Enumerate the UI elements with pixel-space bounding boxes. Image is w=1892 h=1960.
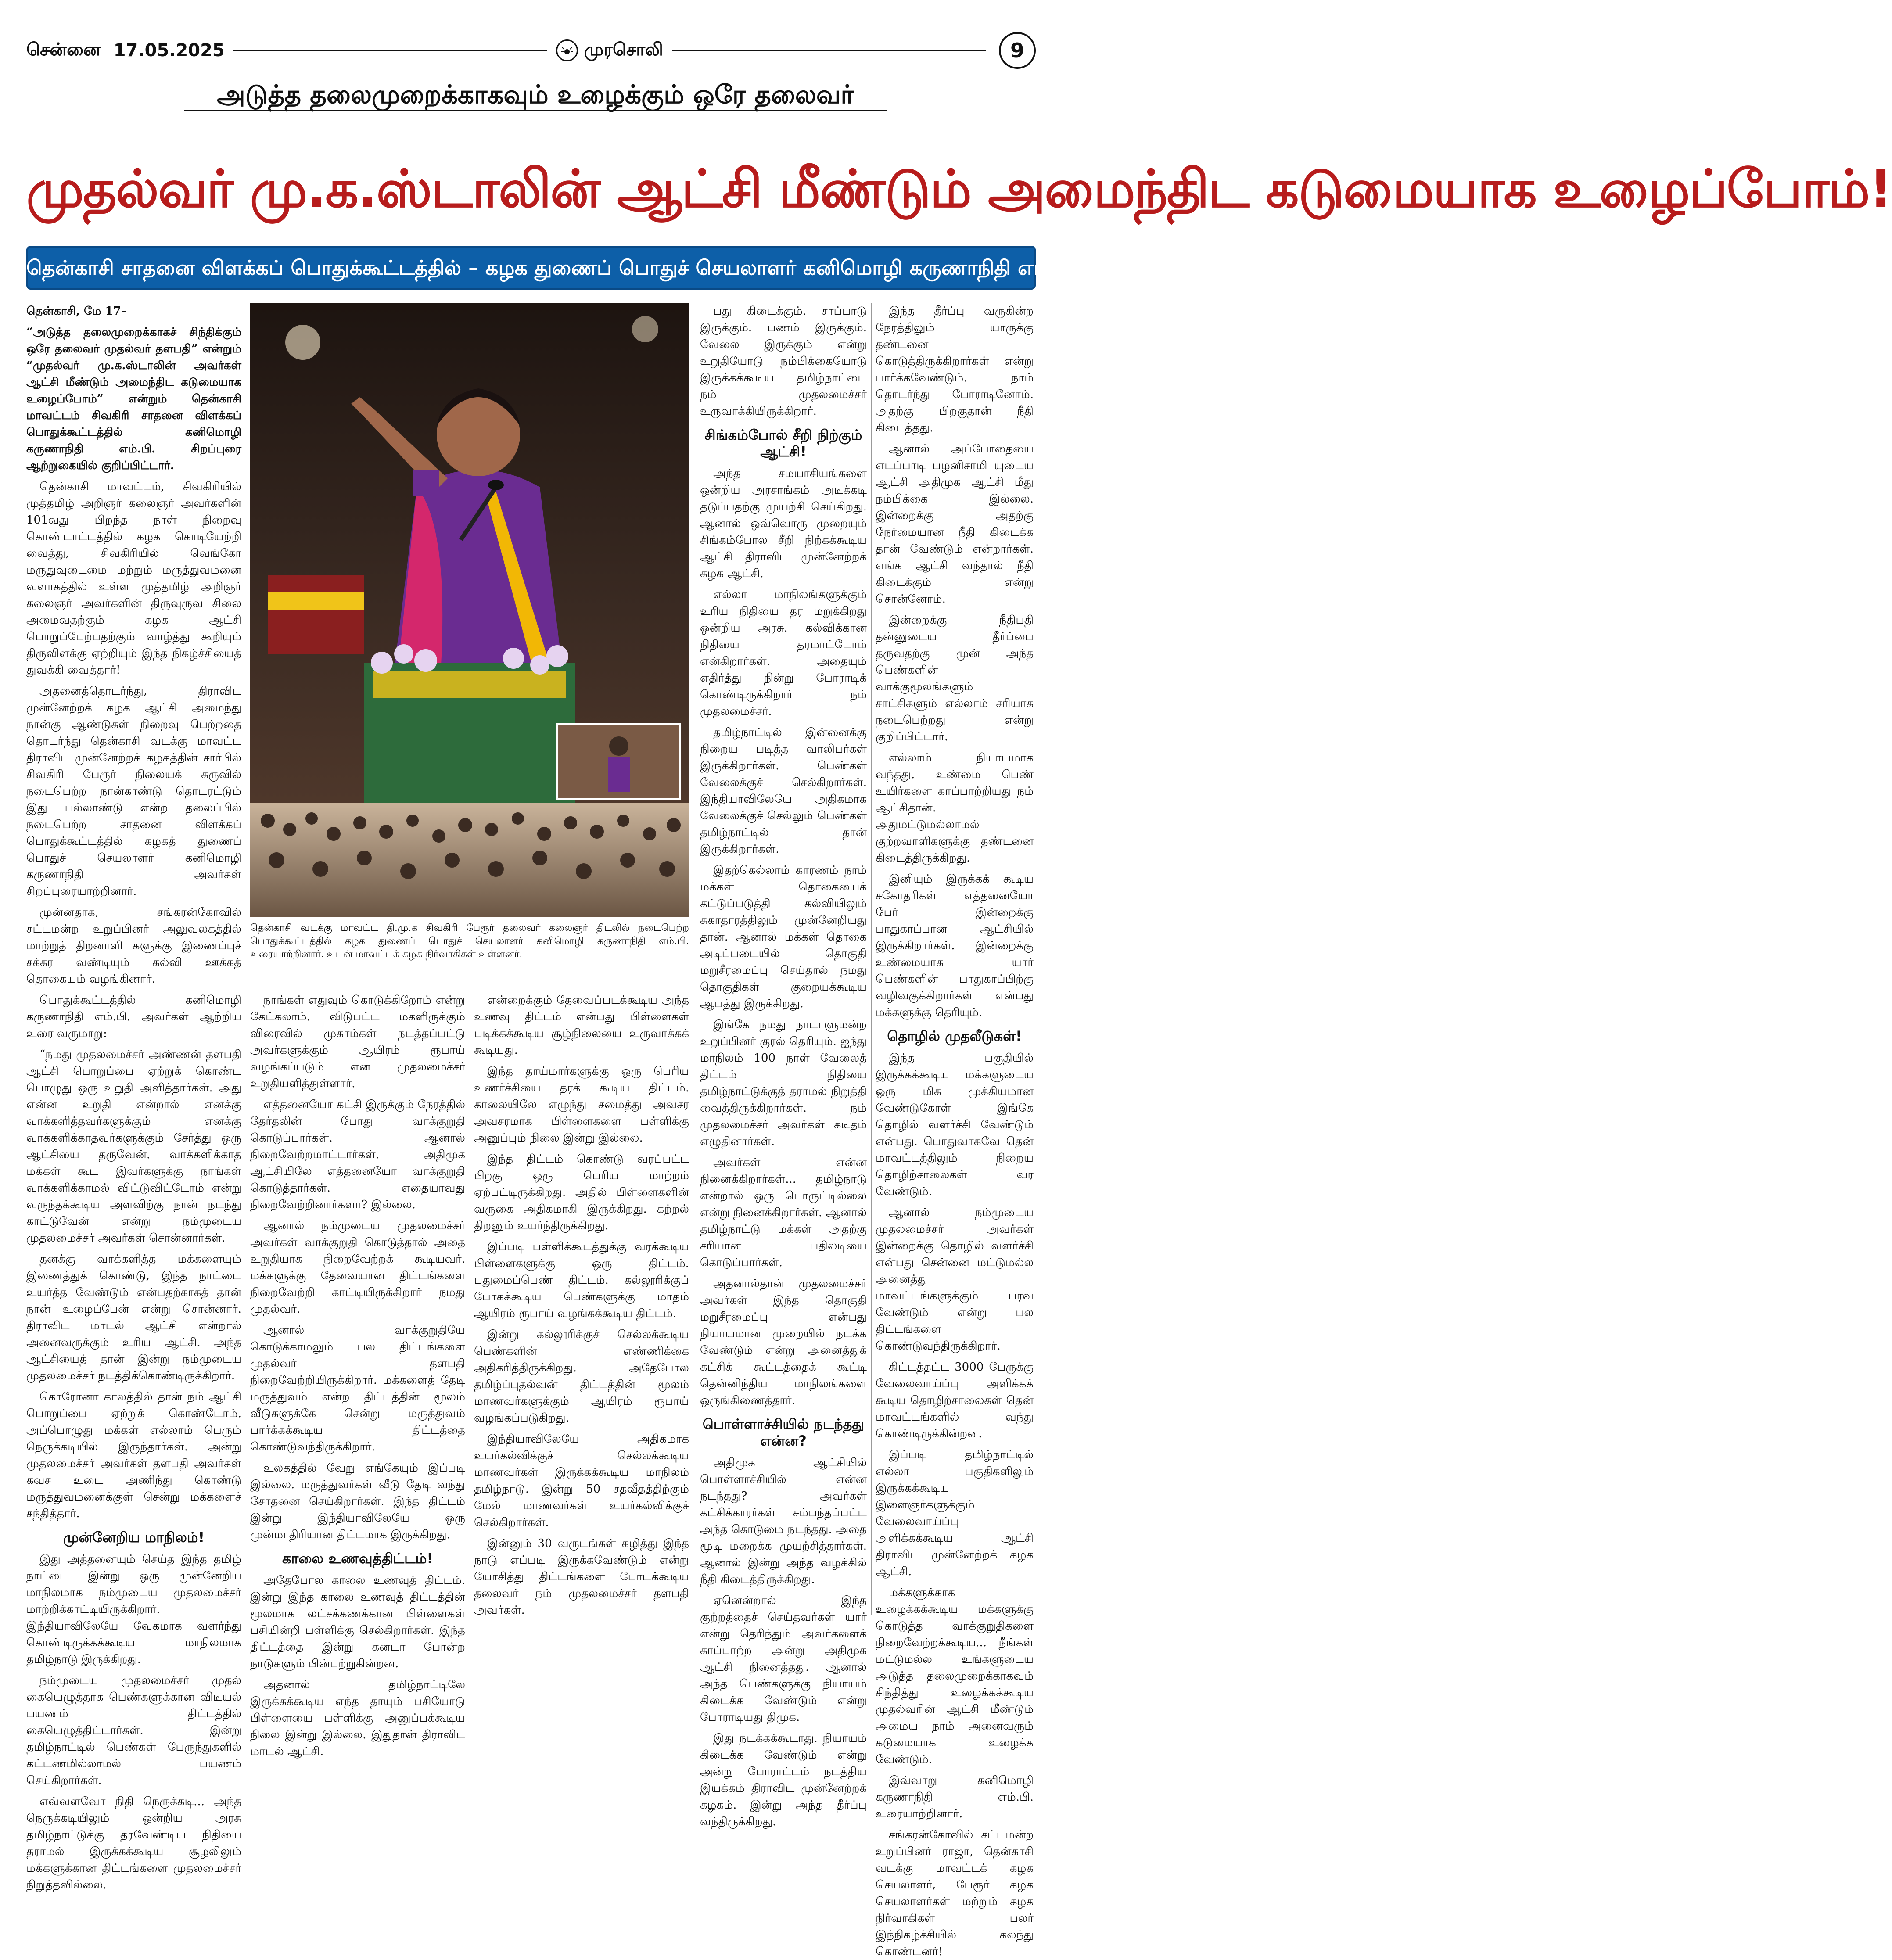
article-column-3	[474, 992, 689, 1615]
issue-date: 17.05.2025	[113, 40, 225, 61]
paragraph: ஆனால் வாக்குறுதியே கொடுக்காமலும் பல திட்டங்களை முதல்வர் தளபதி நிறைவேற்றியிருக்கிறார். மக்களைத் தேடி மருத்துவம் என்ற திட்டத்தின் மூலம் வீடுகளுக்கே சென்று மருத்துவம் பார்க்கக்கூடிய திட்டத்தை கொண்டுவந்திருக்கிறார்.	[250, 1324, 465, 1454]
paragraph: எத்தனையோ கட்சி இருக்கும் நேரத்தில் தேர்தலின் போது வாக்குறுதி கொடுப்பார்கள். ஆனால் நிறைவேற்றமாட்டார்கள். அதிமுக ஆட்சியிலே எத்தனையோ வாக்குறுதி கொடுத்தார்கள். எதையாவது நிறைவேற்றினார்களா? இல்லை.	[250, 1098, 465, 1211]
main-headline: முதல்வர் மு.க.ஸ்டாலின் ஆட்சி மீண்டும் அமைந்திட கடுமையாக உழைப்போம்!	[26, 158, 1892, 219]
paragraph: ஆனால் நம்முடைய முதலமைச்சர் அவர்கள் இன்றைக்கு தொழில் வளர்ச்சி என்பது சென்னை மட்டுமல்ல அனைத்து மாவட்டங்களுக்கும் பரவ வேண்டும் என்று பல திட்டங்களை கொண்டுவந்திருக்கிறார்.	[876, 1206, 1034, 1353]
section-subhead: சிங்கம்போல் சீறி நிற்கும் ஆட்சி!	[704, 427, 862, 460]
article-column-2	[250, 992, 465, 1758]
page-number: 9	[999, 32, 1036, 69]
paragraph: ஆனால் அப்போதையை எடப்பாடி பழனிசாமி யுடைய ஆட்சி அதிமுக ஆட்சி மீது நம்பிக்கை இல்லை. இன்றைக்கு அதற்கு நேர்மையான நீதி கிடைக்க தான் வேண்டும் என்றார்கள். எங்க ஆட்சி வந்தால் நீதி கிடைக்கும் என்று சொன்னோம்.	[876, 442, 1034, 606]
paragraph: ஏனென்றால் இந்த குற்றத்தைச் செய்தவர்கள் யார் என்று தெரிந்தும் அவர்களைக் காப்பாற்ற அன்று அதிமுக ஆட்சி நினைத்தது. ஆனால் அந்த பெண்களுக்கு நியாயம் கிடைக்க வேண்டும் என்று போராடியது திமுக.	[700, 1594, 867, 1724]
paragraph: இப்படி பள்ளிக்கூடத்துக்கு வரக்கூடிய பிள்ளைகளுக்கு ஒரு திட்டம். புதுமைப்பெண் திட்டம். கல்லூரிக்குப் போகக்கூடிய பெண்களுக்கு மாதம் ஆயிரம் ரூபாய் வழங்கக்கூடிய திட்டம்.	[474, 1240, 689, 1320]
paragraph: பொதுக்கூட்டத்தில் கனிமொழி கருணாநிதி எம்.பி. அவர்கள் ஆற்றிய உரை வருமாறு:	[26, 994, 241, 1040]
paragraph: எல்லாம் நியாயமாக வந்தது. உண்மை பெண் உயிர்களை காப்பாற்றியது நம் ஆட்சிதான். அதுமட்டுமல்லாமல் குற்றவாளிகளுக்கு தண்டனை கிடைத்திருக்கிறது.	[876, 751, 1034, 865]
lead-paragraph: “அடுத்த தலைமுறைக்காகச் சிந்திக்கும் ஒரே தலைவர் முதல்வர் தளபதி” என்றும் “முதல்வர் மு.க.ஸ்டாலின் அவர்கள் ஆட்சி மீண்டும் அமைந்திட கடுமையாக உழைப்போம்” என்றும் தென்காசி மாவட்டம் சிவகிரி சாதனை விளக்கப் பொதுக்கூட்டத்தில் கனிமொழி கருணாநிதி எம்.பி. சிறப்புரை ஆற்றுகையில் குறிப்பிட்டார்.	[26, 326, 241, 472]
section-subhead: தொழில் முதலீடுகள்!	[887, 1028, 1022, 1045]
paragraph: இன்னும் 30 வருடங்கள் கழித்து இந்த நாடு எப்படி இருக்கவேண்டும் என்று யோசித்து திட்டங்களை போடக்கூடிய தலைவர் நம் முதலமைச்சர் தளபதி அவர்கள்.	[474, 1537, 689, 1617]
paragraph: தென்காசி மாவட்டம், சிவகிரியில் முத்தமிழ் அறிஞர் கலைஞர் அவர்களின் 101வது பிறந்த நாள் நிறைவு கொண்டாட்டத்தில் கழக கொடியேற்றி வைத்து, சிவகிரியில் வெங்கோ மருதுவுடைமை மற்றும் மருத்துவமனை வளாகத்தில் உள்ள முத்தமிழ் அறிஞர் கலைஞர் அவர்களின் திருவுருவ சிலை அமைவதற்கும் கழக ஆட்சி பொறுப்பேற்பதற்கும் வாழ்த்து கூறியும் திருவிளக்கு ஏற்றியும் இந்த நிகழ்ச்சியைத் துவக்கி வைத்தார்!	[26, 480, 241, 677]
column-divider	[871, 303, 872, 1615]
paragraph: எல்லா மாநிலங்களுக்கும் உரிய நிதியை தர மறுக்கிறது ஒன்றிய அரசு. கல்விக்கான நிதியை தரமாட்டோம் என்கிறார்கள். அதையும் எதிர்த்து நின்று போராடிக் கொண்டிருக்கிறார் நம் முதலமைச்சர்.	[700, 588, 867, 718]
section-subhead: முன்னேறிய மாநிலம்!	[63, 1529, 205, 1546]
paragraph: இப்படி தமிழ்நாட்டில் எல்லா பகுதிகளிலும் இருக்கக்கூடிய இளைஞர்களுக்கும் வேலைவாய்ப்பு அளிக்கக்கூடிய ஆட்சி திராவிட முன்னேற்றக் கழக ஆட்சி.	[876, 1448, 1034, 1578]
paragraph: அதனால் தமிழ்நாட்டிலே இருக்கக்கூடிய எந்த தாயும் பசியோடு பிள்ளையை பள்ளிக்கு அனுப்பக்கூடிய நிலை இன்று இல்லை. இதுதான் திராவிட மாடல் ஆட்சி.	[250, 1678, 465, 1758]
section-subhead: காலை உணவுத்திட்டம்!	[282, 1550, 433, 1567]
paragraph: இந்த திட்டம் கொண்டு வரப்பட்ட பிறகு ஒரு பெரிய மாற்றம் ஏற்பட்டிருக்கிறது. அதில் பிள்ளைகளின் வருகை அதிகமாகி இருக்கிறது. கற்றல் திறனும் உயர்ந்திருக்கிறது.	[474, 1152, 689, 1232]
paragraph: இதற்கெல்லாம் காரணம் நாம் மக்கள் தொகையைக் கட்டுப்படுத்தி கல்வியிலும் சுகாதாரத்திலும் முன்னேறியது தான். ஆனால் மக்கள் தொகை அடிப்படையில் தொகுதி மறுசீரமைப்பு செய்தால் நமது தொகுதிகள் குறையக்கூடிய ஆபத்து இருக்கிறது.	[700, 864, 867, 1010]
article-column-1	[26, 303, 241, 1892]
section-subhead: பொள்ளாச்சியில் நடந்தது என்ன?	[702, 1416, 865, 1449]
dateline: தென்காசி, மே 17–	[26, 305, 127, 318]
article-column-4	[700, 303, 867, 1828]
paragraph: இந்தியாவிலேயே அதிகமாக உயர்கல்விக்குச் செல்லக்கூடிய மாணவர்கள் இருக்கக்கூடிய மாநிலம் தமிழ்நாடு. இன்று 50 சதவீதத்திற்கும் மேல் மாணவர்கள் உயர்கல்விக்குச் செல்கிறார்கள்.	[474, 1432, 689, 1529]
paragraph: “நமது முதலமைச்சர் அண்ணன் தளபதி ஆட்சி பொறுப்பை ஏற்றுக் கொண்ட பொழுது ஒரு உறுதி அளித்தார்கள். அது என்ன உறுதி என்றால் எனக்கு வாக்களித்தவர்களுக்கும் எனக்கு வாக்களிக்காதவர்களுக்கும் சேர்த்து ஒரு ஆட்சியை தருவேன். வாக்களிக்காத மக்கள் கூட இவர்களுக்கு நாங்கள் வாக்களிக்காமல் விட்டுவிட்டோம் என்று வருந்தக்கூடிய அளவிற்கு நான் நடந்து காட்டுவேன் என்று நம்முடைய முதலமைச்சர் அவர்கள் சொன்னார்கள்.	[26, 1048, 241, 1245]
paragraph: அவர்கள் என்ன நினைக்கிறார்கள்... தமிழ்நாடு என்றால் ஒரு பொருட்டில்லை என்று நினைக்கிறார்கள். ஆனால் தமிழ்நாட்டு மக்கள் அதற்கு சரியான பதிலடியை கொடுப்பார்கள்.	[700, 1156, 867, 1269]
paragraph: என்றைக்கும் தேவைப்படக்கூடிய அந்த உணவு திட்டம் என்பது பிள்ளைகள் படிக்கக்கூடிய சூழ்நிலையை உருவாக்கக் கூடியது.	[474, 994, 689, 1057]
masthead-rule-left	[233, 50, 547, 51]
masthead	[26, 31, 1036, 70]
article-column-5	[876, 303, 1034, 1958]
paragraph: தமிழ்நாட்டில் இன்னைக்கு நிறைய படித்த வாலிபர்கள் இருக்கிறார்கள். பெண்கள் வேலைக்குச் செல்கிறார்கள். இந்தியாவிலேயே அதிகமாக வேலைக்குச் செல்லும் பெண்கள் தமிழ்நாட்டில் தான் இருக்கிறார்கள்.	[700, 726, 867, 856]
paragraph: பது கிடைக்கும். சாப்பாடு இருக்கும். பணம் இருக்கும். வேலை இருக்கும் என்று உறுதியோடு நம்பிக்கையோடு இருக்கக்கூடிய தமிழ்நாட்டை நம் முதலமைச்சர் உருவாக்கியிருக்கிறார்.	[700, 305, 867, 418]
city-name: சென்னை	[26, 39, 101, 60]
photo-caption: தென்காசி வடக்கு மாவட்ட தி.மு.க சிவகிரி பேரூர் தலைவர் கலைஞர் திடலில் நடைபெற்ற பொதுக்கூட்டத்தில் கழக துணைப் பொதுச் செயலாளர் கனிமொழி கருணாநிதி எம்.பி. உரையாற்றினார். உடன் மாவட்டக் கழக நிர்வாகிகள் உள்ளனர்.	[250, 923, 689, 960]
paragraph: இன்று கல்லூரிக்குச் செல்லக்கூடிய பெண்களின் எண்ணிக்கை அதிகரித்திருக்கிறது. அதேபோல தமிழ்ப்புதல்வன் திட்டத்தின் மூலம் மாணவர்களுக்கும் ஆயிரம் ரூபாய் வழங்கப்படுகிறது.	[474, 1328, 689, 1425]
masthead-rule-right	[672, 50, 986, 51]
paragraph: நாங்கள் எதுவும் கொடுக்கிறோம் என்று கேட்கலாம். விடுபட்ட மகளிருக்கும் விரைவில் முகாம்கள் நடத்தப்பட்டு அவர்களுக்கும் ஆயிரம் ரூபாய் வழங்கப்படும் என முதலமைச்சர் உறுதியளித்துள்ளார்.	[250, 994, 465, 1090]
paragraph: இந்த பகுதியில் இருக்கக்கூடிய மக்களுடைய ஒரு மிக முக்கியமான வேண்டுகோள் இங்கே தொழில் வளர்ச்சி வேண்டும் என்பது. பொதுவாகவே தென் மாவட்டத்திலும் நிறைய தொழிற்சாலைகள் வர வேண்டும்.	[876, 1052, 1034, 1198]
paragraph: இந்த தீர்ப்பு வருகின்ற நேரத்திலும் யாருக்கு தண்டனை கொடுத்திருக்கிறார்கள் என்று பார்க்கவேண்டும். நாம் தொடர்ந்து போராடினோம். அதற்கு பிறகுதான் நீதி கிடைத்தது.	[876, 305, 1034, 434]
paragraph: இங்கே நமது நாடாளுமன்ற உறுப்பினர் குரல் தெரியும். ஐந்து மாநிலம் 100 நாள் வேலைத் திட்டம் நிதியை தமிழ்நாட்டுக்குத் தராமல் நிறுத்தி வைத்திருக்கிறார்கள். நம் முதலமைச்சர் அவர்கள் கடிதம் எழுதினார்கள்.	[700, 1018, 867, 1148]
paragraph: ஆனால் நம்முடைய முதலமைச்சர் அவர்கள் வாக்குறுதி கொடுத்தால் அதை உறுதியாக நிறைவேற்றக் கூடியவர். மக்களுக்கு தேவையான திட்டங்களை நிறைவேற்றி காட்டியிருக்கிறார் நமது முதல்வர்.	[250, 1219, 465, 1316]
paragraph: இந்த தாய்மார்களுக்கு ஒரு பெரிய உணர்ச்சியை தரக் கூடிய திட்டம். காலையிலே எழுந்து சமைத்து அவசர அவசரமாக பிள்ளைகளை பள்ளிக்கு அனுப்பும் நிலை இன்று இல்லை.	[474, 1065, 689, 1145]
paragraph: அதேபோல காலை உணவுத் திட்டம். இன்று இந்த காலை உணவுத் திட்டத்தின் மூலமாக லட்சக்கணக்கான பிள்ளைகள் பசியின்றி பள்ளிக்கு செல்கிறார்கள். இந்த திட்டத்தை இன்று கனடா போன்ற நாடுகளும் பின்பற்றுகின்றன.	[250, 1574, 465, 1670]
paragraph: அந்த சமயாசியங்களை ஒன்றிய அரசாங்கம் அடிக்கடி தடுப்பதற்கு முயற்சி செய்கிறது. ஆனால் ஒவ்வொரு முறையும் சிங்கம்போல சீறி நிற்கக்கூடிய ஆட்சி திராவிட முன்னேற்றக் கழக ஆட்சி.	[700, 467, 867, 580]
paragraph: இது நடக்கக்கூடாது. நியாயம் கிடைக்க வேண்டும் என்று அன்று போராட்டம் நடத்திய இயக்கம் திராவிட முன்னேற்றக் கழகம். இன்று அந்த தீர்ப்பு வந்திருக்கிறது.	[700, 1732, 867, 1828]
paragraph: இது அத்தனையும் செய்த இந்த தமிழ் நாட்டை இன்று ஒரு முன்னேறிய மாநிலமாக நம்முடைய முதலமைச்சர் மாற்றிக்காட்டியிருக்கிறார். இந்தியாவிலேயே வேகமாக வளர்ந்து கொண்டிருக்கக்கூடிய மாநிலமாக தமிழ்நாடு இருக்கிறது.	[26, 1553, 241, 1666]
paper-name: முரசொலி	[584, 39, 663, 60]
paragraph: உலகத்தில் வேறு எங்கேயும் இப்படி இல்லை. மருத்துவர்கள் வீடு தேடி வந்து சோதனை செய்கிறார்கள். இந்த திட்டம் இன்று இந்தியாவிலேயே ஒரு முன்மாதிரியான திட்டமாக இருக்கிறது.	[250, 1461, 465, 1541]
paper-logo	[556, 39, 663, 62]
sun-rising-icon	[556, 39, 578, 61]
paragraph: முன்னதாக, சங்கரன்கோவில் சட்டமன்ற உறுப்பினர் அலுவலகத்தில் மாற்றுத் திறனாளி களுக்கு இணைப்புச் சக்கர வண்டியும் கல்வி ஊக்கத் தொகையும் வழங்கினார்.	[26, 906, 241, 986]
paragraph: இன்றைக்கு நீதிபதி தன்னுடைய தீர்ப்பை தருவதற்கு முன் அந்த பெண்களின் வாக்குமூலங்களும் சாட்சிகளும் எல்லாம் சரியாக நடைபெற்றது என்று குறிப்பிட்டார்.	[876, 614, 1034, 743]
paragraph: மக்களுக்காக உழைக்கக்கூடிய மக்களுக்கு கொடுத்த வாக்குறுதிகளை நிறைவேற்றக்கூடிய... நீங்கள் மட்டுமல்ல உங்களுடைய அடுத்த தலைமுறைக்காகவும் சிந்தித்து உழைக்கக்கூடிய முதல்வரின் ஆட்சி மீண்டும் அமைய நாம் அனைவரும் கடுமையாக உழைக்க வேண்டும்.	[876, 1586, 1034, 1766]
paragraph: அதிமுக ஆட்சியில் பொள்ளாச்சியில் என்ன நடந்தது? அவர்கள் கட்சிக்காரர்கள் சம்பந்தப்பட்ட அந்த கொடுமை நடந்தது. அதை மூடி மறைக்க முயற்சித்தார்கள். ஆனால் இன்று அந்த வழக்கில் நீதி கிடைத்திருக்கிறது.	[700, 1456, 867, 1586]
speaker-photo	[250, 303, 689, 917]
paragraph: இவ்வாறு கனிமொழி கருணாநிதி எம்.பி. உரையாற்றினார்.	[876, 1774, 1034, 1820]
paragraph: தனக்கு வாக்களித்த மக்களையும் இணைத்துக் கொண்டு, இந்த நாட்டை உயர்த்த வேண்டும் என்பதற்காகத் தான் நான் உழைப்பேன் என்று சொன்னார். திராவிட மாடல் ஆட்சி என்றால் அனைவருக்கும் உரிய ஆட்சி. அந்த ஆட்சியைத் தான் இன்று நம்முடைய முதலமைச்சர் நடத்திக்கொண்டிருக்கிறார்.	[26, 1253, 241, 1382]
paragraph: நம்முடைய முதலமைச்சர் முதல் கையெழுத்தாக பெண்களுக்கான விடியல் பயணம் திட்டத்தில் கையெழுத்திட்டார்கள். இன்று தமிழ்நாட்டில் பெண்கள் பேருந்துகளில் கட்டணமில்லாமல் பயணம் செய்கிறார்கள்.	[26, 1674, 241, 1787]
paragraph: கொரோனா காலத்தில் தான் நம் ஆட்சி பொறுப்பை ஏற்றுக் கொண்டோம். அப்பொழுது மக்கள் எல்லாம் பெரும் நெருக்கடியில் இருந்தார்கள். அன்று முதலமைச்சர் அவர்கள் தளபதி அவர்கள் கவச உடை அணிந்து கொண்டு மருத்துவமனைக்குள் சென்று மக்களைச் சந்தித்தார்.	[26, 1390, 241, 1520]
paragraph: அதனைத்தொடர்ந்து, திராவிட முன்னேற்றக் கழக ஆட்சி அமைந்து நான்கு ஆண்டுகள் நிறைவு பெற்றதை தொடர்ந்து தென்காசி வடக்கு மாவட்ட திராவிட முன்னேற்றக் கழகத்தின் சார்பில் சிவகிரி பேரூர் நிலையக் கருவில் நடைபெற்ற நான்காண்டு தொடரட்டும் இது பல்லாண்டு என்ற தலைப்பில் நடைபெற்ற சாதனை விளக்கப் பொதுக்கூட்டத்தில் கழகத் துணைப் பொதுச் செயலாளர் கனிமொழி கருணாநிதி அவர்கள் சிறப்புரையாற்றினார்.	[26, 685, 241, 898]
paragraph: இனியும் இருக்கக் கூடிய சகோதரிகள் எத்தனையோ பேர் இன்றைக்கு பாதுகாப்பான ஆட்சியில் இருக்கிறார்கள். இன்றைக்கு உண்மையாக யார் பெண்களின் பாதுகாப்பிற்கு வழிவகுக்கிறார்கள் என்பது மக்களுக்கு தெரியும்.	[876, 872, 1034, 1019]
paragraph: கிட்டத்தட்ட 3000 பேருக்கு வேலைவாய்ப்பு அளிக்கக் கூடிய தொழிற்சாலைகள் தென் மாவட்டங்களில் வந்து கொண்டிருக்கின்றன.	[876, 1361, 1034, 1440]
kicker-headline: அடுத்த தலைமுறைக்காகவும் உழைக்கும் ஒரே தலைவர்	[184, 79, 887, 111]
sub-headline-banner: தென்காசி சாதனை விளக்கப் பொதுக்கூட்டத்தில் – கழக துணைப் பொதுச் செயலாளர் கனிமொழி கருணாநிதி எம்.பி. பேச்சு!	[26, 246, 1036, 290]
paragraph: அதனால்தான் முதலமைச்சர் அவர்கள் இந்த தொகுதி மறுசீரமைப்பு என்பது நியாயமான முறையில் நடக்க வேண்டும் என்று அனைத்துக் கட்சிக் கூட்டத்தைக் கூட்டி தென்னிந்திய மாநிலங்களை ஒருங்கிணைத்தார்.	[700, 1277, 867, 1407]
paragraph: எவ்வளவோ நிதி நெருக்கடி... அந்த நெருக்கடியிலும் ஒன்றிய அரசு தமிழ்நாட்டுக்கு தரவேண்டிய நிதியை தராமல் இருக்கக்கூடிய சூழலிலும் மக்களுக்கான திட்டங்களை முதலமைச்சர் நிறுத்தவில்லை.	[26, 1795, 241, 1892]
paragraph: சங்கரன்கோவில் சட்டமன்ற உறுப்பினர் ராஜா, தென்காசி வடக்கு மாவட்டக் கழக செயலாளர், பேரூர் கழக செயலாளர்கள் மற்றும் கழக நிர்வாகிகள் பலர் இந்நிகழ்ச்சியில் கலந்து கொண்டனர்!	[876, 1828, 1034, 1958]
